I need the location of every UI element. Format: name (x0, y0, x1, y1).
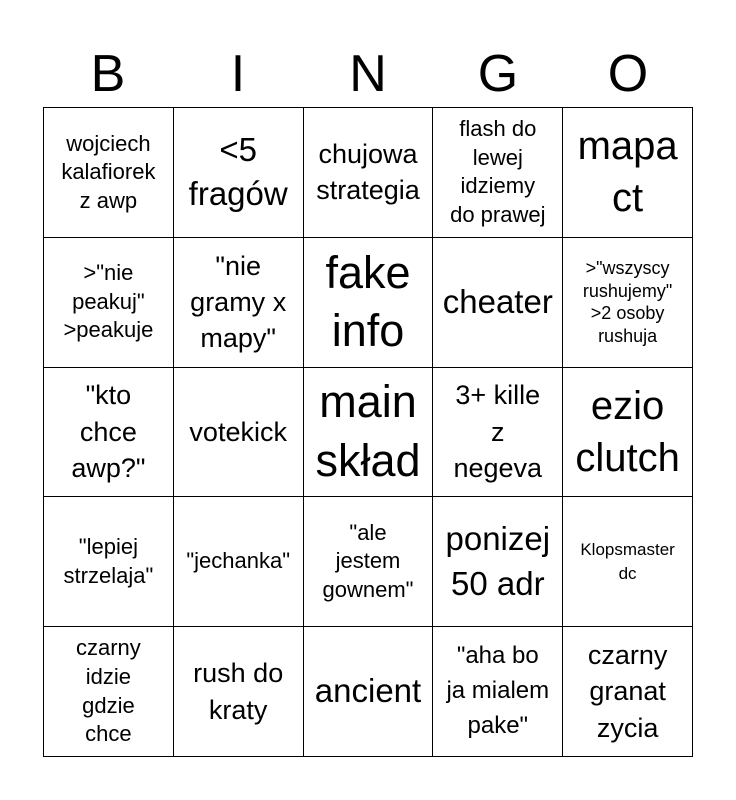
bingo-cell[interactable] (304, 108, 434, 238)
bingo-cell[interactable] (563, 497, 693, 627)
bingo-cell[interactable] (433, 368, 563, 498)
bingo-cell-text: "aha bo ja mialem pake" (446, 642, 550, 739)
bingo-cell[interactable] (174, 497, 304, 627)
header-letter-o: O (607, 45, 649, 103)
bingo-cell-text: czarny granat zycia (587, 639, 668, 743)
bingo-cell-text: ponizej 50 adr (445, 520, 551, 602)
bingo-cell[interactable] (44, 238, 174, 368)
bingo-cell[interactable] (304, 238, 434, 368)
bingo-cell[interactable] (44, 627, 174, 757)
bingo-cell[interactable] (433, 238, 563, 368)
bingo-cell[interactable] (563, 368, 693, 498)
header-letter-i: I (230, 45, 246, 103)
bingo-cell[interactable] (174, 108, 304, 238)
bingo-cell-text: wojciech kalafiorek z awp (61, 130, 156, 213)
bingo-cell-text: fake info (325, 246, 411, 357)
bingo-cell-text: <5 fragów (188, 130, 288, 213)
bingo-cell[interactable] (563, 627, 693, 757)
bingo-cell-text: rush do kraty (193, 658, 284, 725)
header-letter-b: B (90, 45, 126, 103)
bingo-cell[interactable] (563, 238, 693, 368)
bingo-header (43, 40, 693, 108)
bingo-cell-text: "kto chce awp?" (71, 380, 146, 484)
bingo-cell[interactable] (433, 497, 563, 627)
bingo-cell-text: main skład (315, 376, 421, 486)
bingo-cell[interactable] (304, 627, 434, 757)
header-letter-g: G (477, 45, 519, 103)
bingo-grid (43, 107, 693, 757)
bingo-cell[interactable] (563, 108, 693, 238)
bingo-cell-text: "ale jestem gownem" (322, 519, 414, 603)
bingo-cell-text: flash do lewej idziemy do prawej (450, 116, 546, 227)
bingo-cell[interactable] (174, 238, 304, 368)
bingo-cell-text: chujowa strategia (316, 138, 420, 206)
header-letter-n: N (349, 45, 387, 103)
bingo-cell-text: "jechanka" (186, 548, 291, 574)
bingo-cell[interactable] (304, 368, 434, 498)
bingo-cell-text: "lepiej strzelaja" (63, 534, 154, 588)
bingo-cell[interactable] (44, 108, 174, 238)
bingo-cell[interactable] (174, 368, 304, 498)
bingo-cell-text: mapa ct (577, 124, 678, 221)
bingo-cell-text: cheater (442, 282, 553, 320)
bingo-cell[interactable] (44, 368, 174, 498)
bingo-cell[interactable] (174, 627, 304, 757)
bingo-cell[interactable] (433, 108, 563, 238)
bingo-cell-text: czarny idzie gdzie chce (76, 635, 141, 747)
bingo-cell-text: ezio clutch (575, 383, 680, 480)
bingo-cell[interactable] (433, 627, 563, 757)
bingo-cell-text: "nie gramy x mapy" (190, 250, 287, 354)
bingo-cell[interactable] (304, 497, 434, 627)
bingo-cell-text: Klopsmaster dc (580, 539, 675, 583)
bingo-cell-text: votekick (189, 416, 287, 447)
bingo-cell-text: 3+ kille z negeva (453, 380, 543, 484)
bingo-cell-text: >"wszyscy rushujemy" >2 osoby rushuja (582, 258, 673, 346)
bingo-cell[interactable] (44, 497, 174, 627)
bingo-cell-text: ancient (314, 672, 422, 710)
bingo-cell-text: >"nie peakuj" >peakuje (63, 260, 154, 343)
